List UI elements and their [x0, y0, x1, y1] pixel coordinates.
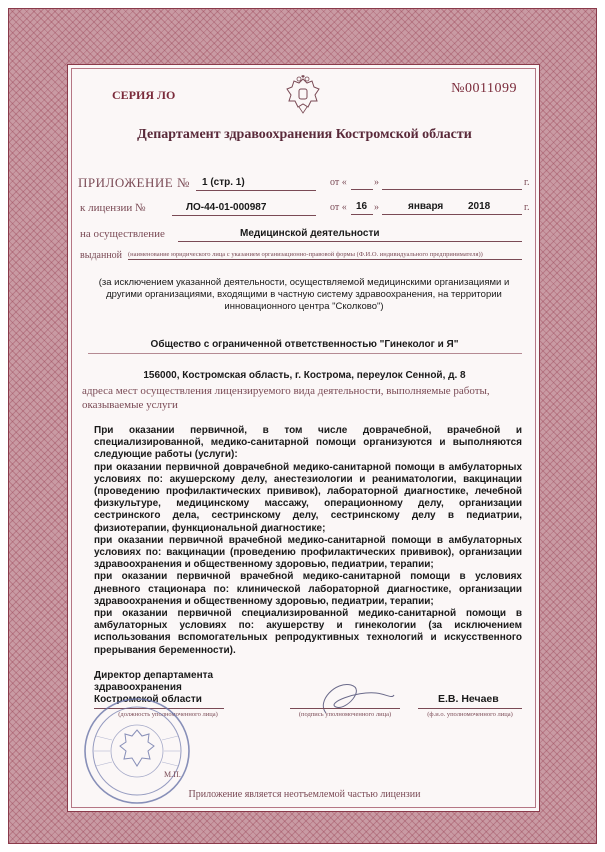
- appendix-from-close: »: [374, 177, 379, 188]
- license-label: к лицензии №: [80, 202, 146, 214]
- license-value: ЛО-44-01-000987: [186, 202, 267, 213]
- address-label: адреса мест осуществления лицензируемого вида деятельности, выполняемые работы, оказываемые услуги: [82, 385, 490, 411]
- coat-of-arms-icon: [286, 75, 320, 115]
- organization-name: Общество с ограниченной ответственностью "Гинеколог и Я": [150, 339, 459, 350]
- appendix-label: ПРИЛОЖЕНИЕ №: [78, 175, 190, 190]
- appendix-from-label: от «: [330, 177, 347, 188]
- license-from-label: от «: [330, 202, 347, 213]
- license-day-field: [351, 201, 373, 215]
- director-name: Е.В. Нечаев: [438, 693, 499, 705]
- appendix-date-field: [382, 177, 522, 190]
- activity-field: [178, 227, 522, 242]
- footer-note: Приложение является неотъемлемой частью лицензии: [188, 789, 421, 800]
- appendix-value: 1 (стр. 1): [202, 177, 245, 188]
- department-title: Департамент здравоохранения Костромской области: [137, 127, 472, 142]
- works-item-3: при оказании первичной врачебной медико-санитарной помощи в условиях дневного стационара по: клинической лабораторной диагностике, организации здравоохранения и общественному здоровью, педиатрии, терапии;: [94, 571, 522, 607]
- issued-label: выданной: [80, 250, 123, 261]
- activity-label: на осуществление: [80, 228, 165, 240]
- signature-line: [290, 708, 400, 709]
- appendix-year-suffix: г.: [524, 177, 530, 188]
- position-hint: (должность уполномоченного лица): [118, 711, 218, 718]
- works-item-1: при оказании первичной доврачебной медико-санитарной помощи в амбулаторных условиях по: акушерскому делу, анестезиологии и реаниматологии, вакцинации (проведению профилактических прививок), лабораторной диагностике, лечебной физкультуре, медицинскому массажу, операционному делу, организации сестринского дела, сестринскому делу, сестринскому делу в педиатрии, физиотерапии, функциональной диагностике;: [94, 461, 522, 534]
- activity-value: Медицинской деятельности: [240, 228, 380, 239]
- series-label: СЕРИЯ ЛО: [112, 88, 176, 102]
- license-date-field: [382, 201, 522, 215]
- license-month: января: [408, 201, 444, 212]
- works-list: [94, 425, 522, 657]
- fio-line: [418, 708, 522, 709]
- document-number: №0011099: [451, 81, 517, 96]
- license-day: 16: [356, 201, 368, 212]
- license-year: 2018: [468, 201, 491, 212]
- issued-hint: (наименование юридического лица с указанием организационно-правовой формы (Ф.И.О. индивидуального предпринимателя)): [128, 251, 483, 258]
- works-item-2: при оказании первичной врачебной медико-санитарной помощи в амбулаторных условиях по: вакцинации (проведению профилактических прививок), организации здравоохранения и общественному здоровью, педиатрии, терапии;: [94, 534, 522, 571]
- license-from-close: »: [374, 202, 379, 213]
- mp-label: М.П.: [164, 770, 181, 779]
- exclusion-note: (за исключением указанной деятельности, осуществляемой медицинскими организациями и другими организациями, входящими в частную систему здравоохранения, на территории инновационного центра "Сколково"): [98, 277, 510, 312]
- issued-line: [128, 259, 522, 260]
- signature-hint: (подпись уполномоченного лица): [298, 711, 392, 718]
- certificate-frame: [8, 8, 597, 844]
- works-intro: При оказании первичной, в том числе доврачебной, врачебной и специализированной, медико-санитарной помощи организуются и выполняются следующие работы (услуги):: [94, 425, 522, 461]
- works-item-4: при оказании первичной специализированной медико-санитарной помощи в амбулаторных условиях по: акушерству и гинекологии (за исключением использования вспомогательных репродуктивных технологий и искусственного прерывания беременности).: [94, 608, 522, 656]
- license-year-suffix: г.: [524, 202, 530, 213]
- appendix-field: [196, 175, 316, 191]
- license-field: [172, 201, 316, 216]
- organization-address: 156000, Костромская область, г. Кострома, переулок Сенной, д. 8: [143, 370, 466, 381]
- org-line: [88, 353, 522, 354]
- certificate-body: [67, 64, 540, 812]
- fio-hint: (ф.и.о. уполномоченного лица): [427, 711, 513, 718]
- director-title: Директор департамента здравоохранения Костромской области: [94, 670, 214, 705]
- appendix-day-field: [351, 177, 373, 190]
